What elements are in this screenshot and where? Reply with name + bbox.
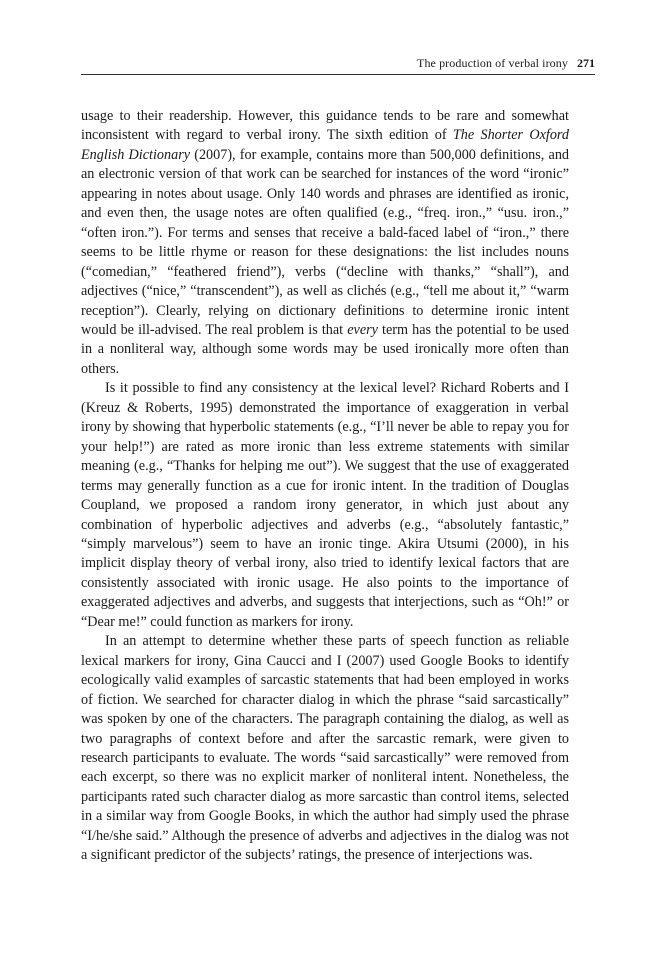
book-title: The Shorter Oxford English Dictionary	[81, 127, 569, 163]
text-segment: (2007), for example, contains more than 500,000 definitions, and an electronic version of that work can be searched for instances of the word “ironic” appearing in notes about usage. Only 140 words and phrases are identified as ironic, and even then, the usage notes are often qualified (e.g., “freq. iron.,” “usu. iron.,” “often iron.”). For terms and senses that receive a bald-faced label of “iron.,” there seems to be little rhyme or reason for these designations: the list includes nouns (“comedian,” “feathered friend”), verbs (“decline with thanks,” “shall”), and adjectives (“nice,” “transcendent”), as well as clichés (e.g., “tell me about it,” “warm reception”). Clearly, relying on dictionary definitions to determine ironic intent would be ill-advised. The real problem is that	[81, 146, 570, 338]
emphasis: every	[347, 321, 378, 338]
running-title: The production of verbal irony	[417, 56, 568, 70]
text-segment: term has the potential to be used in a nonliteral way, although some words may be used ironically more often than others.	[81, 321, 569, 377]
paragraph-2	[81, 379, 569, 632]
text-segment: In an attempt to determine whether these parts of speech function as reliable lexical markers for irony, Gina Caucci and I (2007) used Google Books to identify ecologically valid examples of sarcastic statements that had been employed in works of fiction. We searched for character dialog in which the phrase “said sarcastically” was spoken by one of the characters. The paragraph containing the dialog, as well as two paragraphs of context before and after the sarcastic remark, were given to research participants to evaluate. The words “said sarcastically” were removed from each excerpt, so there was no explicit marker of nonliteral intent. Nonetheless, the participants rated such character dialog as more sarcastic than control items, selected in a similar way from Google Books, in which the author had simply used the phrase “I/he/she said.” Although the presence of adverbs and adjectives in the dialog was not a significant predictor of the subjects’ ratings, the presence of interjections was.	[81, 633, 569, 864]
body-text	[81, 107, 569, 866]
text-segment: usage to their readership. However, this guidance tends to be rare and somewhat inconsistent with regard to verbal irony. The sixth edition of	[81, 108, 569, 144]
paragraph-1	[81, 107, 569, 379]
paragraph-3	[81, 632, 569, 865]
text-segment: Is it possible to find any consistency at the lexical level? Richard Roberts and I (Kreuz & Roberts, 1995) demonstrated the importance of exaggeration in verbal irony by showing that hyperbolic statements (e.g., “I’ll never be able to repay you for your help!”) are rated as more ironic than less extreme statements with similar meaning (e.g., “Thanks for helping me out”). We suggest that the use of exaggerated terms may generally function as a cue for ironic intent. In the tradition of Douglas Coupland, we proposed a random irony generator, in which just about any combination of hyperbolic adjectives and adverbs (e.g., “absolutely fantastic,” “simply marvelous”) seem to have an ironic tinge. Akira Utsumi (2000), in his implicit display theory of verbal irony, also tried to identify lexical factors that are consistently associated with ironic usage. He also points to the importance of exaggerated adjectives and adverbs, and suggests that interjections, such as “Oh!” or “Dear me!” could function as markers for irony.	[81, 380, 569, 630]
running-head	[81, 55, 595, 75]
page-number: 271	[577, 56, 595, 70]
